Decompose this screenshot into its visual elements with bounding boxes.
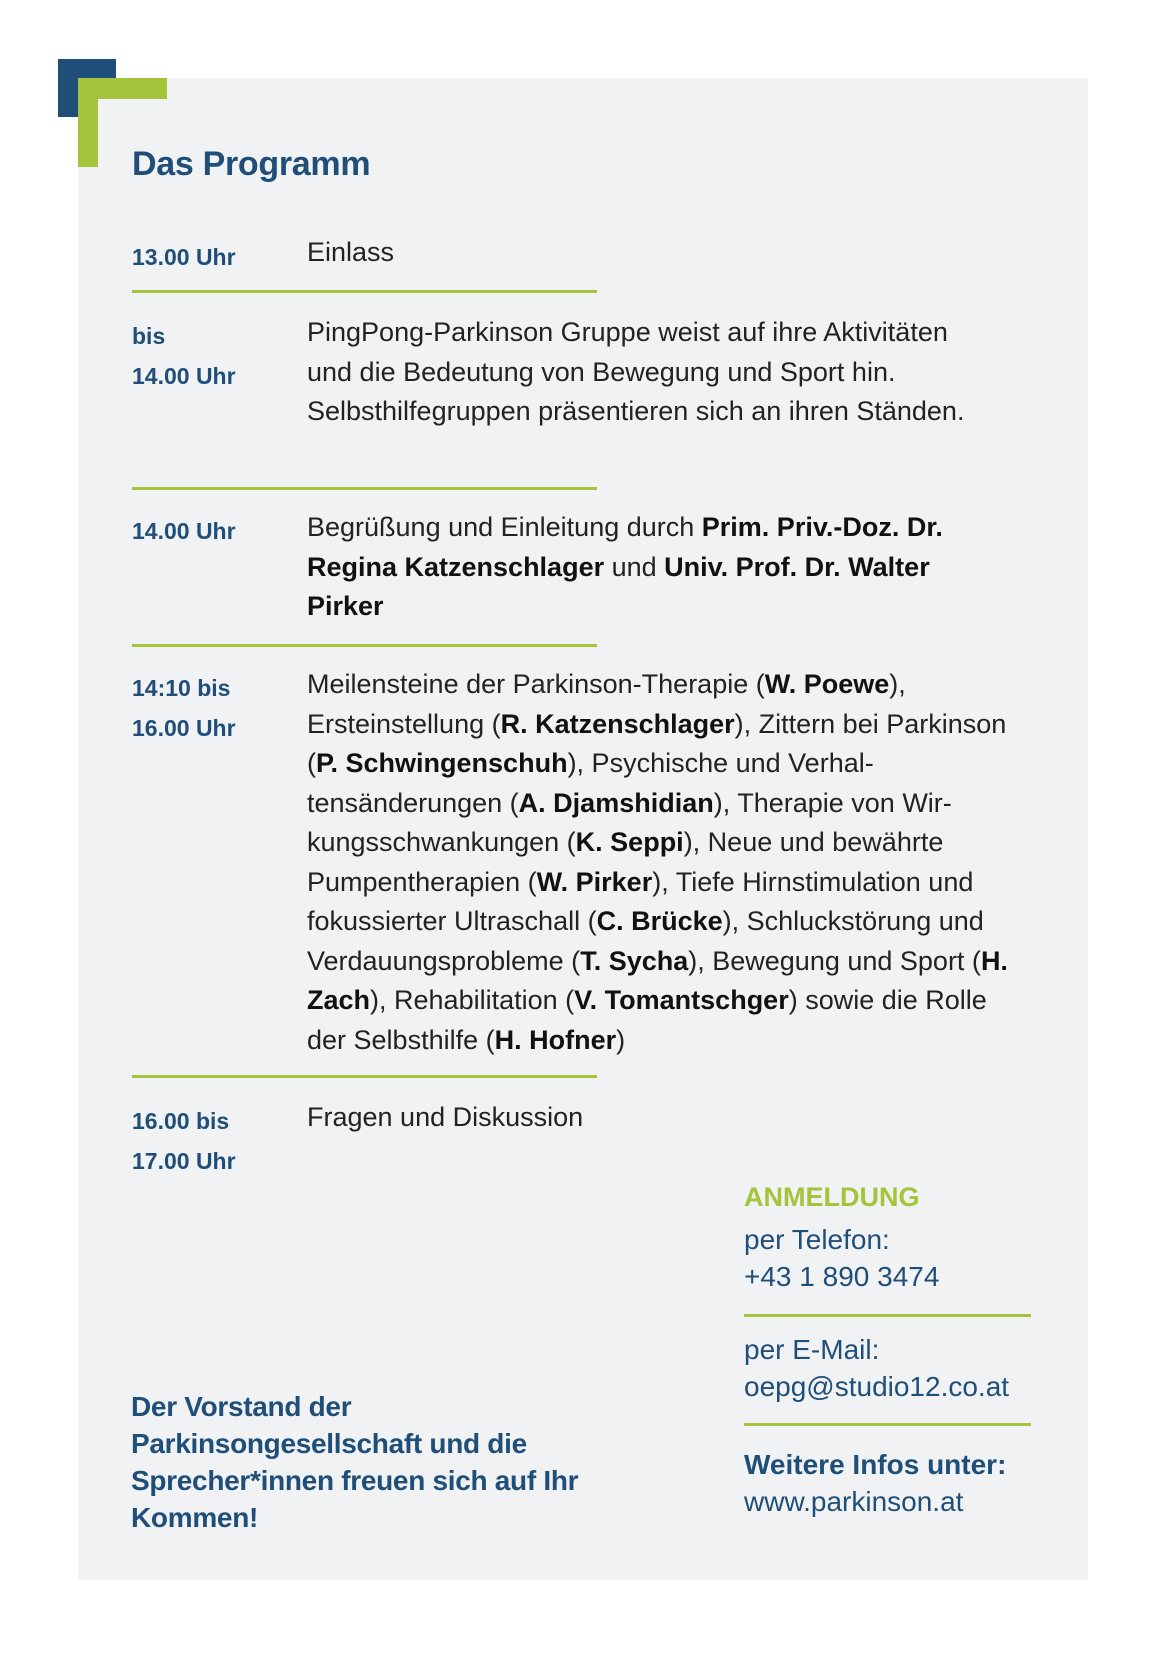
website-info	[744, 1446, 1006, 1520]
schedule-time: 14:10 bis 16.00 Uhr	[132, 675, 236, 741]
schedule-description: Fragen und Diskussion	[307, 1102, 584, 1132]
phone-contact	[744, 1221, 939, 1295]
speaker-name: H. Hofner	[494, 1024, 617, 1055]
speaker-name: A. Djamshidian	[518, 787, 714, 818]
email-contact	[744, 1331, 1009, 1405]
divider	[132, 644, 597, 647]
speaker-name: W. Pirker	[536, 866, 653, 897]
corner-accent-green-vertical	[78, 78, 98, 167]
email-link[interactable]: oepg@studio12.co.at	[744, 1371, 1010, 1402]
speaker-name: C. Brücke	[596, 906, 723, 936]
info-label: Weitere Infos unter:	[744, 1449, 1007, 1480]
schedule-description: PingPong-Parkinson Gruppe weist auf ihre Aktivitäten und die Bedeutung von Bewegung und Sport hin. Selbsthilfegruppen präsentieren sich an ihren Ständen.	[307, 317, 965, 426]
speaker-name: Prim. Priv.-Doz. Dr. Regina Katzenschlager	[307, 512, 943, 582]
schedule-time: 13.00 Uhr	[132, 244, 236, 270]
speaker-name: Univ. Prof. Dr. Walter Pirker	[307, 551, 930, 621]
schedule-time: 14.00 Uhr	[132, 518, 236, 544]
phone-number[interactable]: +43 1 890 3474	[744, 1261, 940, 1292]
divider	[132, 1075, 597, 1078]
page-title: Das Programm	[132, 145, 371, 183]
email-label: per E-Mail:	[744, 1334, 880, 1365]
schedule-description: Meilensteine der Parkinson-Therapie (W. Poewe), Ersteinstellung (R. Katzenschlager), Zittern bei Parkinson (P. Schwingenschuh), Psychische und Verhaltensänderungen (A. Djamshidian), Therapie von Wirkungsschwankungen (K. Seppi), Neue und bewährte Pumpentherapien (W. Pirker), Tiefe Hirnstimulation und fokussierter Ultraschall (C. Brücke), Schluckstörung und Verdauungsprobleme (T. Sycha), Bewegung und Sport (H. Zach), Rehabilitation (V. Tomantschger) sowie die Rolle der Selbsthilfe (H. Hofner)	[307, 669, 1008, 1055]
website-link[interactable]: www.parkinson.at	[744, 1486, 964, 1517]
schedule-time: bis 14.00 Uhr	[132, 323, 236, 389]
closing-message: Der Vorstand der Parkinsongesellschaft und die Sprecher*innen freuen sich auf Ihr Kommen!	[131, 1391, 579, 1533]
divider	[132, 487, 597, 490]
schedule-description: Einlass	[307, 237, 395, 267]
speaker-name: H. Zach	[307, 945, 1008, 1015]
speaker-name: P. Schwingenschuh	[316, 748, 568, 778]
speaker-name: W. Poewe	[764, 669, 890, 699]
speaker-name: V. Tomantschger	[574, 985, 789, 1015]
speaker-name: T. Sycha	[580, 945, 689, 976]
schedule-description: Begrüßung und Einleitung durch Prim. Priv.-Doz. Dr. Regina Katzenschlager und Univ. Prof. Dr. Walter Pirker	[307, 512, 943, 621]
divider	[744, 1423, 1031, 1426]
speaker-name: R. Katzenschlager	[500, 708, 735, 739]
registration-heading: ANMELDUNG	[744, 1182, 920, 1212]
speaker-name: K. Seppi	[575, 827, 684, 857]
divider	[132, 290, 597, 293]
schedule-time: 16.00 bis 17.00 Uhr	[132, 1108, 236, 1174]
phone-label: per Telefon:	[744, 1224, 890, 1255]
divider	[744, 1314, 1031, 1317]
